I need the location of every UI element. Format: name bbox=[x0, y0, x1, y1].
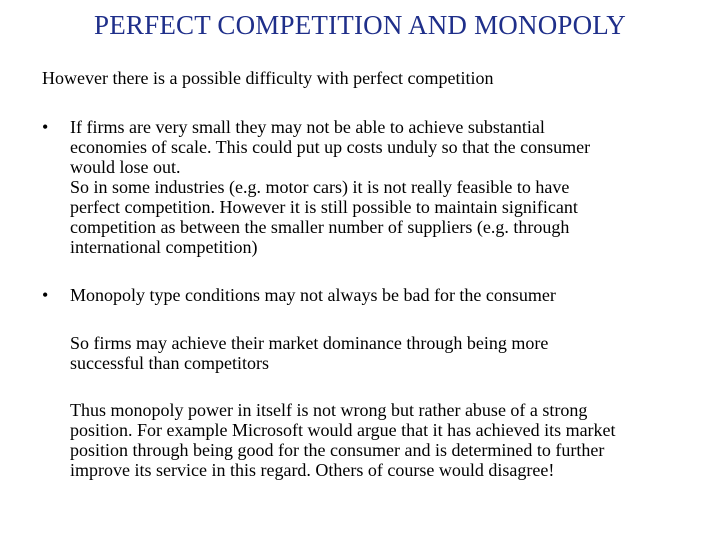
paragraph-line: position. For example Microsoft would argue that it has achieved its market bbox=[70, 420, 616, 440]
paragraph-line: improve its service in this regard. Others of course would disagree! bbox=[70, 460, 555, 480]
paragraph-line: So firms may achieve their market dominance through being more bbox=[70, 333, 549, 353]
bullet-1-line: economies of scale. This could put up costs unduly so that the consumer bbox=[70, 137, 591, 157]
paragraph-line: Thus monopoly power in itself is not wrong but rather abuse of a strong bbox=[70, 400, 588, 420]
paragraph-line: position through being good for the consumer and is determined to further bbox=[70, 440, 605, 460]
bullet-2-paragraph-1 bbox=[42, 333, 692, 373]
bullet-1-line: If firms are very small they may not be able to achieve substantial bbox=[70, 117, 545, 137]
bullet-1-subline: perfect competition. However it is still possible to maintain significant bbox=[70, 197, 578, 217]
bullet-1-line: would lose out. bbox=[70, 157, 181, 177]
bullet-2-line: Monopoly type conditions may not always be bad for the consumer bbox=[70, 285, 556, 305]
slide-title: PERFECT COMPETITION AND MONOPOLY bbox=[94, 10, 626, 40]
bullet-icon: • bbox=[42, 117, 49, 137]
bullet-icon: • bbox=[42, 285, 49, 305]
bullet-1-subline: competition as between the smaller number of suppliers (e.g. through bbox=[70, 217, 570, 237]
intro-text: However there is a possible difficulty with perfect competition bbox=[42, 68, 494, 88]
bullet-2 bbox=[42, 285, 692, 305]
bullet-1-subline: international competition) bbox=[70, 237, 258, 257]
bullet-1-subline: So in some industries (e.g. motor cars) it is not really feasible to have bbox=[70, 177, 570, 197]
bullet-2-text bbox=[42, 285, 692, 305]
paragraph-line: successful than competitors bbox=[70, 353, 269, 373]
bullet-1-text bbox=[42, 117, 692, 257]
bullet-1 bbox=[42, 117, 692, 257]
bullet-2-paragraph-2 bbox=[42, 400, 692, 480]
